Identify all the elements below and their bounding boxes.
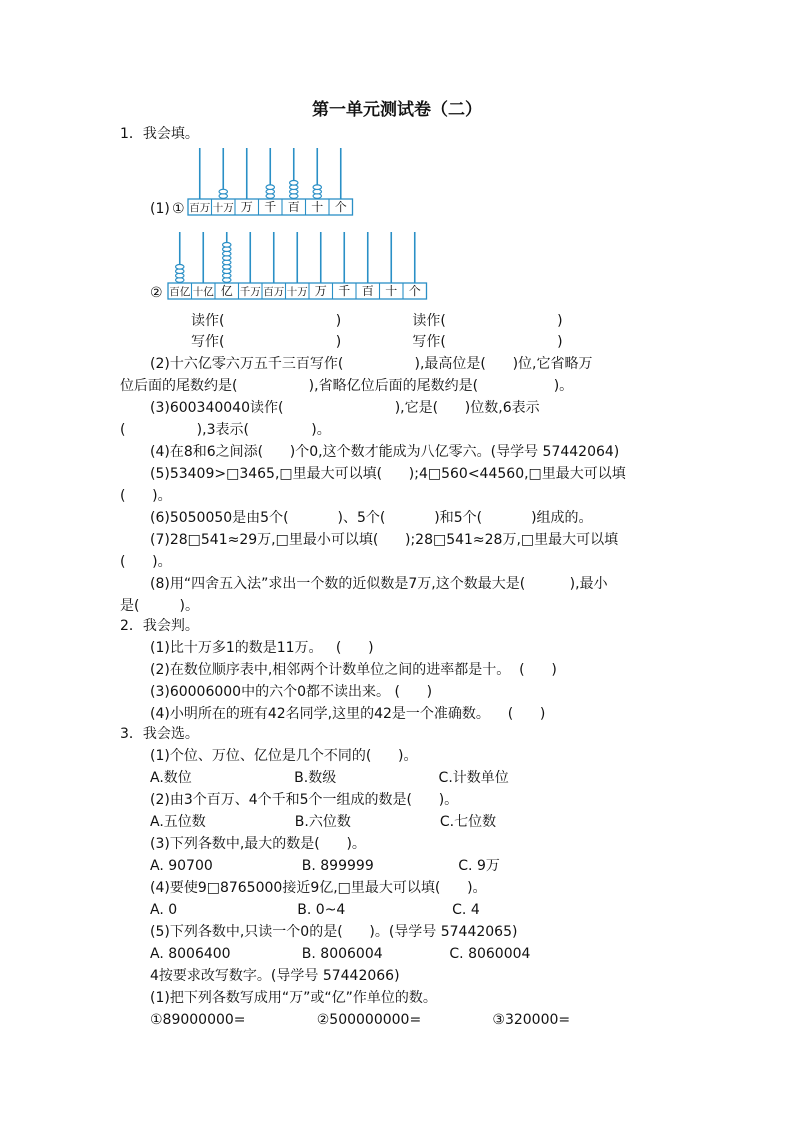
abacus-bead	[266, 185, 274, 190]
text-line: 写作( ) 写作( )	[191, 334, 563, 350]
abacus-bead	[219, 189, 227, 194]
place-value-label: 万	[240, 200, 253, 214]
abacus-1	[186, 140, 356, 220]
text-line: ( ),3表示( )。	[120, 422, 331, 438]
text-line: (6)5050050是由5个( )、5个( )和5个( )组成的。	[150, 510, 593, 526]
text-line: (5)下列各数中,只读一个0的是( )。(导学号 57442065)	[150, 924, 518, 940]
place-value-label: 百万	[189, 202, 211, 214]
place-value-label: 十亿	[192, 286, 214, 298]
place-value-label: 十	[385, 284, 398, 298]
abacus-bead	[313, 185, 321, 190]
text-line: 2．我会判。	[120, 618, 199, 634]
text-line: (7)28□541≈29万,□里最小可以填( );28□541≈28万,□里最大可以填	[150, 532, 619, 548]
text-line: (3)下列各数中,最大的数是( )。	[150, 836, 366, 852]
text-line: (1)个位、万位、亿位是几个不同的( )。	[150, 748, 418, 764]
text-line: A. 90700 B. 899999 C. 9万	[150, 858, 500, 874]
place-value-label: 个	[334, 200, 347, 214]
text-line: (3)600340040读作( ),它是( )位数,6表示	[150, 400, 540, 416]
text-line: ( )。	[120, 488, 172, 504]
text-line: (3)60006000中的六个0都不读出来。 ( )	[150, 684, 433, 700]
abacus-1-marker: ①	[172, 201, 185, 217]
section-1-heading: 1．我会填。	[120, 126, 199, 142]
text-line: A.五位数 B.六位数 C.七位数	[150, 814, 497, 830]
page-title: 第一单元测试卷（二）	[312, 100, 482, 120]
text-line: (4)在8和6之间添( )个0,这个数才能成为八亿零六。(导学号 57442064)	[150, 444, 620, 460]
abacus-2-marker: ②	[150, 285, 163, 301]
text-line: (8)用“四舍五入法”求出一个数的近似数是7万,这个数最大是( ),最小	[150, 576, 608, 592]
abacus-bead	[290, 181, 298, 186]
text-line: A. 8006400 B. 8006004 C. 8060004	[150, 946, 531, 962]
abacus-1-prefix: (1)	[150, 201, 170, 217]
text-line: ①89000000= ②500000000= ③320000=	[150, 1012, 571, 1028]
abacus-bead	[176, 265, 184, 270]
text-line: 3．我会选。	[120, 726, 199, 742]
place-value-label: 百	[287, 200, 300, 214]
place-value-label: 千	[264, 200, 277, 214]
place-value-label: 百	[361, 284, 374, 298]
text-line: 4按要求改写数字。(导学号 57442066)	[150, 968, 400, 984]
text-line: A.数位 B.数级 C.计数单位	[150, 770, 509, 786]
text-line: (2)十六亿零六万五千三百写作( ),最高位是( )位,它省略万	[150, 356, 593, 372]
place-value-label: 千万	[239, 286, 261, 298]
text-line: (1)比十万多1的数是11万。 ( )	[150, 640, 374, 656]
abacus-bead	[223, 243, 231, 248]
place-value-label: 百亿	[169, 286, 191, 298]
place-value-label: 万	[314, 284, 327, 298]
text-line: (1)把下列各数写成用“万”或“亿”作单位的数。	[150, 990, 437, 1006]
text-line: (2)在数位顺序表中,相邻两个计数单位之间的进率都是十。 ( )	[150, 662, 557, 678]
place-value-label: 个	[408, 284, 421, 298]
place-value-label: 十	[311, 200, 324, 214]
place-value-label: 百万	[263, 286, 285, 298]
place-value-label: 亿	[220, 284, 233, 298]
text-line: (2)由3个百万、4个千和5个一组成的数是( )。	[150, 792, 459, 808]
place-value-label: 千	[338, 284, 351, 298]
text-line: (4)小明所在的班有42名同学,这里的42是一个准确数。 ( )	[150, 706, 546, 722]
place-value-label: 十万	[286, 286, 308, 298]
place-value-label: 十万	[212, 202, 234, 214]
text-line: ( )。	[120, 554, 172, 570]
text-line: (4)要使9□8765000接近9亿,□里最大可以填( )。	[150, 880, 487, 896]
text-line: (5)53409>□3465,□里最大可以填( );4□560<44560,□里最大可以填	[150, 466, 626, 482]
text-line: A. 0 B. 0~4 C. 4	[150, 902, 480, 918]
text-line: 读作( ) 读作( )	[191, 313, 563, 329]
text-line: 位后面的尾数约是( ),省略亿位后面的尾数约是( )。	[120, 378, 574, 394]
abacus-2	[166, 226, 426, 306]
text-line: 是( )。	[120, 598, 199, 614]
